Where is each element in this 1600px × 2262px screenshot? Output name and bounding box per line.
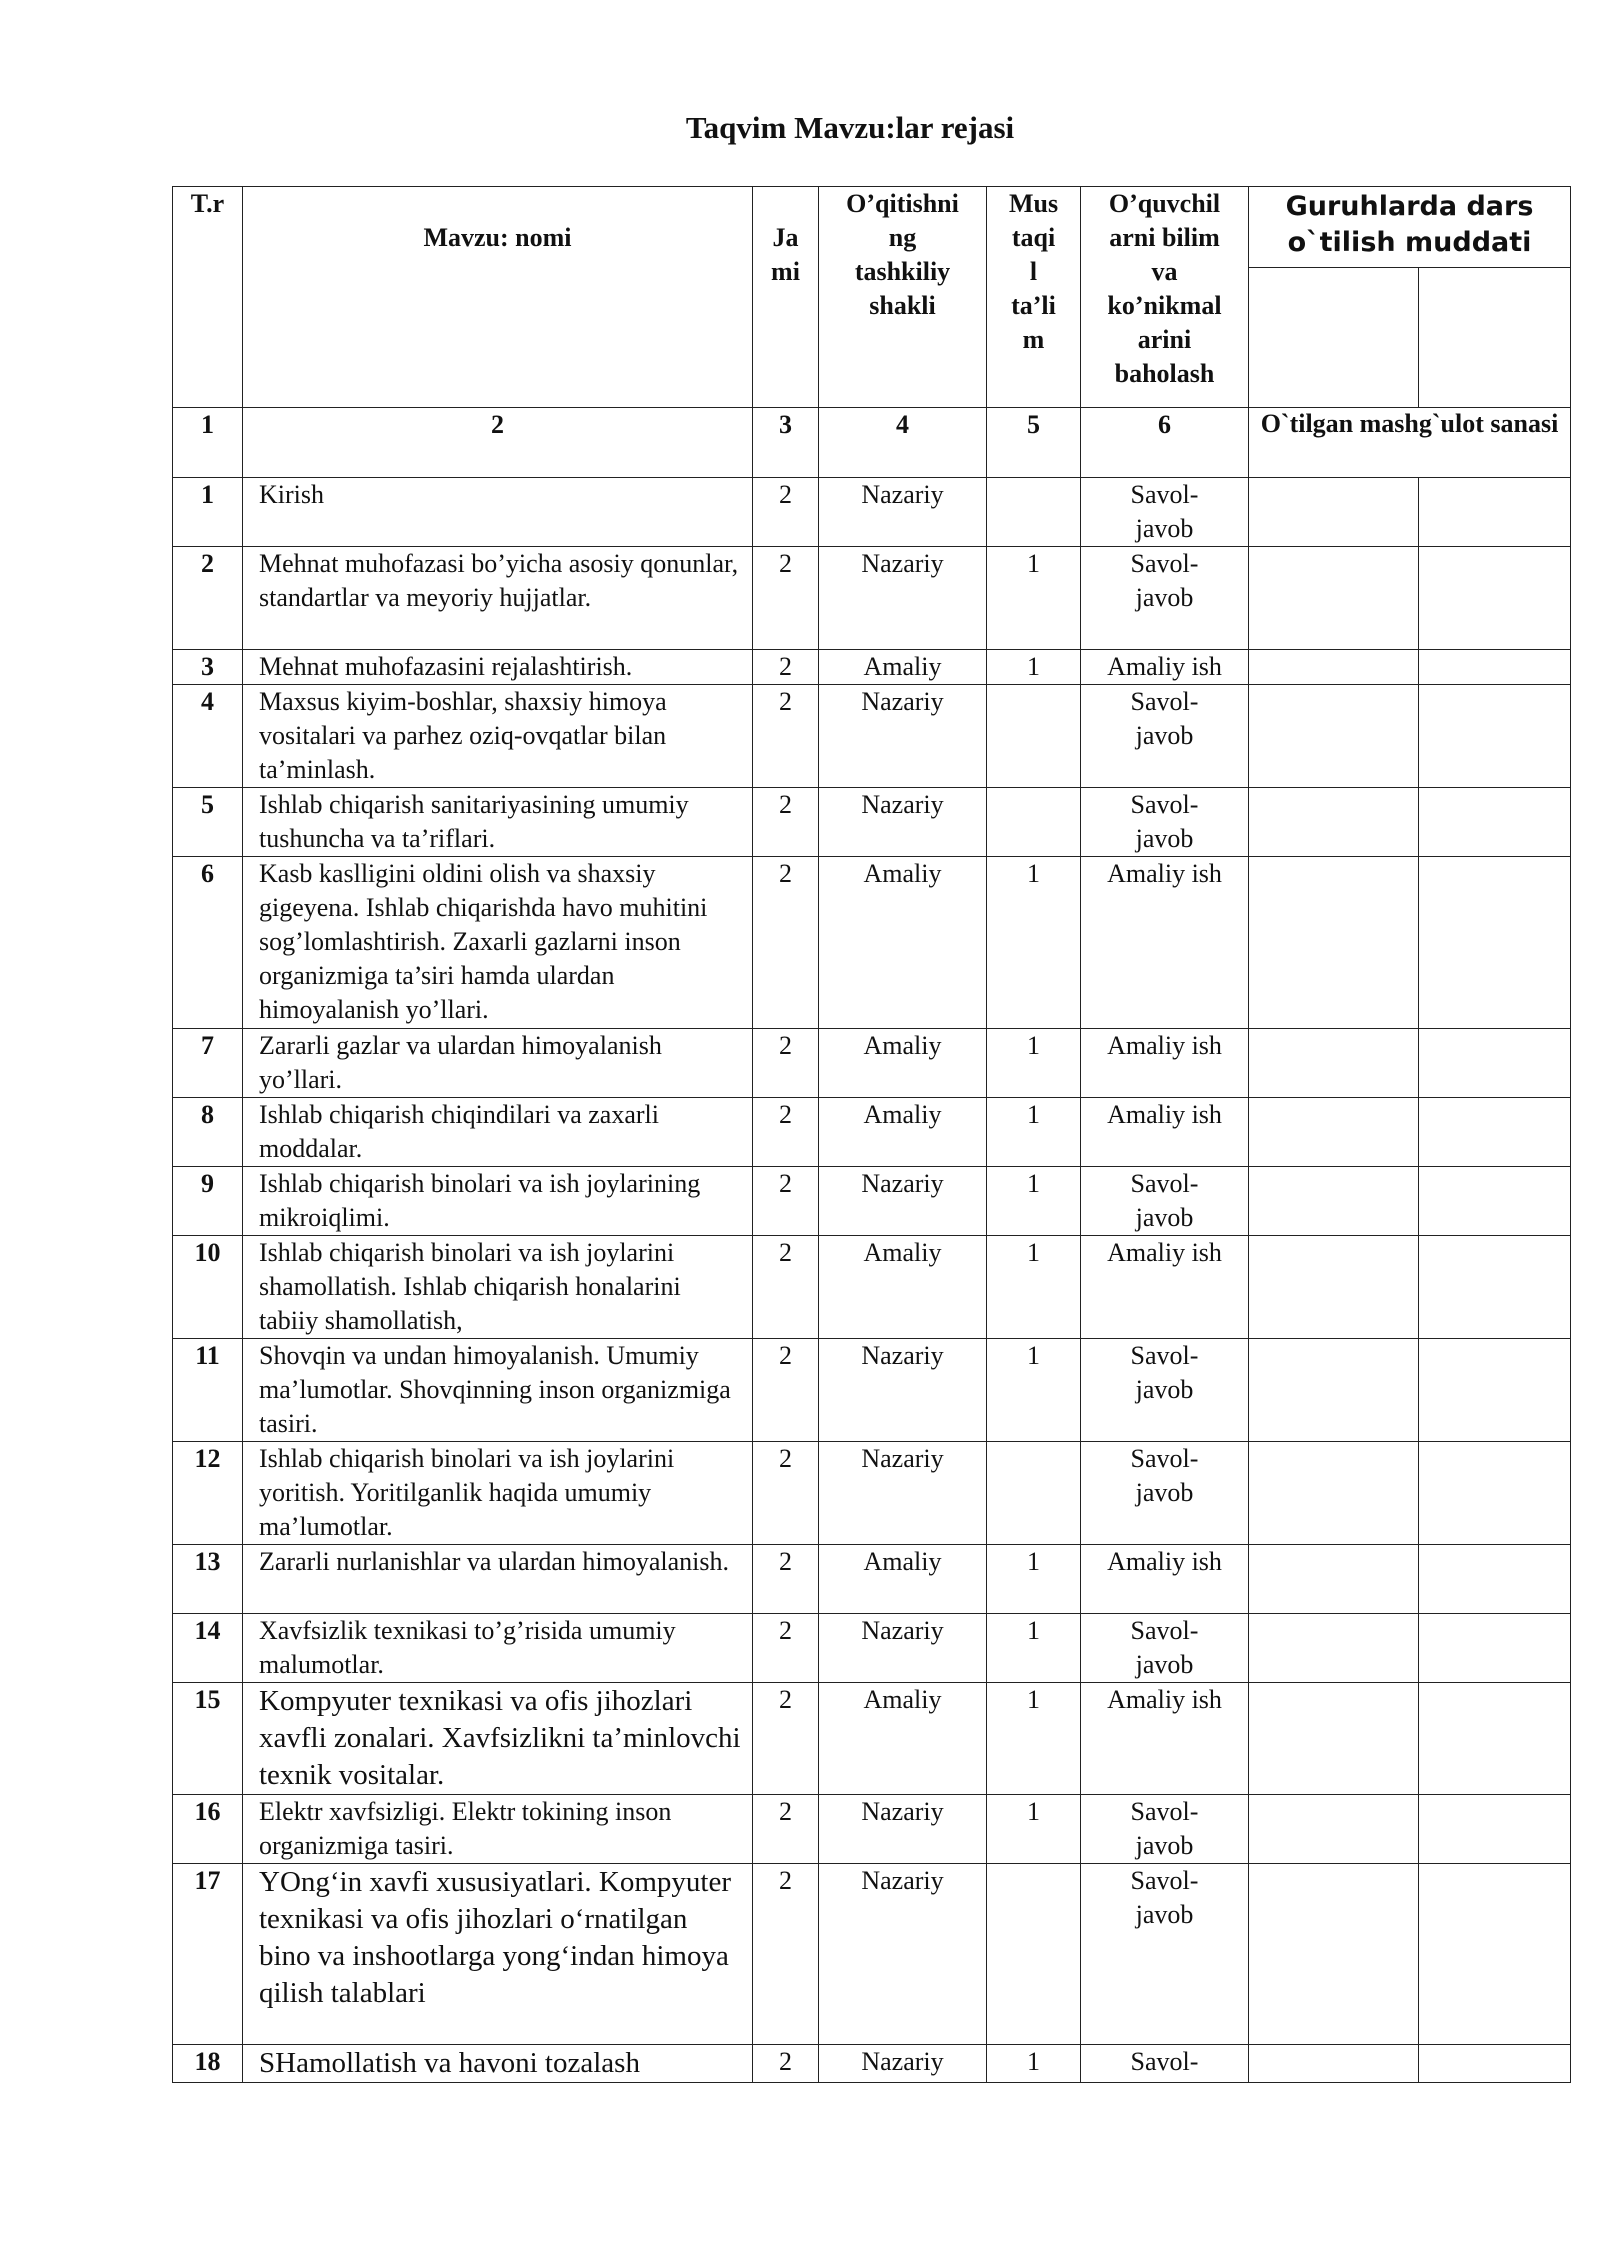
row-shakl: Amaliy [819, 1545, 987, 1614]
row-date-2 [1419, 685, 1571, 788]
row-shakl: Nazariy [819, 478, 987, 547]
row-date-1 [1249, 1683, 1419, 1795]
row-date-1 [1249, 650, 1419, 685]
row-baholash: Savol- javob [1081, 1795, 1249, 1864]
row-date-2 [1419, 2045, 1571, 2083]
row-date-2 [1419, 650, 1571, 685]
row-topic: Kompyuter texnikasi va ofis jihozlari xavfli zonalari. Xavfsizlikni ta’minlovchi texnik vositalar. [243, 1683, 753, 1795]
table-row [173, 788, 1571, 857]
row-date-1 [1249, 1339, 1419, 1442]
row-shakl: Nazariy [819, 1167, 987, 1236]
row-date-1 [1249, 478, 1419, 547]
row-baholash: Amaliy ish [1081, 1236, 1249, 1339]
row-baholash: Amaliy ish [1081, 1029, 1249, 1098]
row-shakl: Nazariy [819, 1864, 987, 2045]
row-date-2 [1419, 478, 1571, 547]
row-shakl: Amaliy [819, 1683, 987, 1795]
row-baholash: Savol- [1081, 2045, 1249, 2083]
table-row [173, 650, 1571, 685]
row-date-1 [1249, 788, 1419, 857]
table-row [173, 1029, 1571, 1098]
row-jami: 2 [753, 547, 819, 650]
row-number: 9 [173, 1167, 243, 1236]
row-topic: Shovqin va undan himoyalanish. Umumiy ma’lumotlar. Shovqinning inson organizmiga tasiri. [243, 1339, 753, 1442]
row-date-1 [1249, 1029, 1419, 1098]
row-jami: 2 [753, 1339, 819, 1442]
row-number: 16 [173, 1795, 243, 1864]
row-shakl: Nazariy [819, 685, 987, 788]
table-row [173, 478, 1571, 547]
row-number: 13 [173, 1545, 243, 1614]
row-date-1 [1249, 685, 1419, 788]
row-mustaqil: 1 [987, 857, 1081, 1029]
table-row [173, 1545, 1571, 1614]
row-number: 6 [173, 857, 243, 1029]
row-topic: Ishlab chiqarish binolari va ish joylarining mikroiqlimi. [243, 1167, 753, 1236]
header-group-cell-1 [1249, 268, 1419, 408]
table-row [173, 1098, 1571, 1167]
row-shakl: Nazariy [819, 547, 987, 650]
row-mustaqil: 1 [987, 1683, 1081, 1795]
plan-table-wrapper [172, 186, 1571, 2083]
row-date-2 [1419, 1614, 1571, 1683]
header-baholash: O’quvchil arni bilim va ko’nikmal arini baholash [1081, 187, 1249, 408]
row-date-2 [1419, 788, 1571, 857]
row-number: 11 [173, 1339, 243, 1442]
row-topic: YOng‘in xavfi xususiyatlari. Kompyuter texnikasi va ofis jihozlari o‘rnatilgan bino va inshootlarga yong‘indan himoya qilish talablari [243, 1864, 753, 2045]
row-mustaqil: 1 [987, 1614, 1081, 1683]
row-mustaqil: 1 [987, 1339, 1081, 1442]
row-mustaqil [987, 1864, 1081, 2045]
row-shakl: Nazariy [819, 2045, 987, 2083]
row-topic: Ishlab chiqarish binolari va ish joylarini shamollatish. Ishlab chiqarish honalarini tabiiy shamollatish, [243, 1236, 753, 1339]
row-mustaqil: 1 [987, 1795, 1081, 1864]
row-baholash: Savol- javob [1081, 788, 1249, 857]
row-mustaqil: 1 [987, 1098, 1081, 1167]
row-mustaqil: 1 [987, 547, 1081, 650]
table-row [173, 1795, 1571, 1864]
row-jami: 2 [753, 685, 819, 788]
row-jami: 2 [753, 1864, 819, 2045]
row-baholash: Savol- javob [1081, 547, 1249, 650]
row-baholash: Amaliy ish [1081, 1098, 1249, 1167]
table-row [173, 2045, 1571, 2083]
row-topic: Ishlab chiqarish sanitariyasining umumiy tushuncha va ta’riflari. [243, 788, 753, 857]
row-date-1 [1249, 2045, 1419, 2083]
colnum-3: 3 [753, 408, 819, 478]
row-date-1 [1249, 1614, 1419, 1683]
row-number: 8 [173, 1098, 243, 1167]
row-jami: 2 [753, 650, 819, 685]
row-date-2 [1419, 1795, 1571, 1864]
table-row [173, 685, 1571, 788]
row-date-2 [1419, 1167, 1571, 1236]
row-jami: 2 [753, 857, 819, 1029]
row-topic: SHamollatish va havoni tozalash [243, 2045, 753, 2083]
row-date-1 [1249, 547, 1419, 650]
row-mustaqil: 1 [987, 1545, 1081, 1614]
row-topic: Kasb kaslligini oldini olish va shaxsiy gigeyena. Ishlab chiqarishda havo muhitini sog’lomlashtirish. Zaxarli gazlarni inson organizmiga ta’siri hamda ulardan himoyalanish yo’llari. [243, 857, 753, 1029]
row-date-2 [1419, 547, 1571, 650]
row-number: 5 [173, 788, 243, 857]
document-title: Taqvim Mavzu:lar rejasi [685, 110, 1015, 145]
row-shakl: Amaliy [819, 857, 987, 1029]
row-jami: 2 [753, 1545, 819, 1614]
row-topic: Elektr xavfsizligi. Elektr tokining inson organizmiga tasiri. [243, 1795, 753, 1864]
row-mustaqil [987, 1442, 1081, 1545]
row-date-1 [1249, 1236, 1419, 1339]
row-baholash: Savol- javob [1081, 1442, 1249, 1545]
table-row [173, 1236, 1571, 1339]
header-tr: T.r [173, 187, 243, 408]
row-date-2 [1419, 1545, 1571, 1614]
row-topic: Ishlab chiqarish chiqindilari va zaxarli moddalar. [243, 1098, 753, 1167]
row-baholash: Savol- javob [1081, 1167, 1249, 1236]
header-jami: Ja mi [753, 187, 819, 408]
colnum-6: 6 [1081, 408, 1249, 478]
plan-table [172, 186, 1571, 2083]
colnum-5: 5 [987, 408, 1081, 478]
row-topic: Maxsus kiyim-boshlar, shaxsiy himoya vositalari va parhez oziq-ovqatlar bilan ta’minlash. [243, 685, 753, 788]
row-topic: Xavfsizlik texnikasi to’g’risida umumiy malumotlar. [243, 1614, 753, 1683]
table-row [173, 1339, 1571, 1442]
row-jami: 2 [753, 1098, 819, 1167]
row-number: 14 [173, 1614, 243, 1683]
row-shakl: Nazariy [819, 1442, 987, 1545]
row-mustaqil [987, 685, 1081, 788]
row-number: 4 [173, 685, 243, 788]
row-baholash: Savol- javob [1081, 478, 1249, 547]
row-date-2 [1419, 1339, 1571, 1442]
row-shakl: Nazariy [819, 1339, 987, 1442]
row-shakl: Amaliy [819, 1236, 987, 1339]
row-shakl: Nazariy [819, 788, 987, 857]
row-baholash: Amaliy ish [1081, 857, 1249, 1029]
row-jami: 2 [753, 1614, 819, 1683]
row-date-2 [1419, 857, 1571, 1029]
row-topic: Zararli gazlar va ulardan himoyalanish yo’llari. [243, 1029, 753, 1098]
row-date-2 [1419, 1683, 1571, 1795]
row-shakl: Amaliy [819, 1029, 987, 1098]
table-row [173, 1864, 1571, 2045]
row-number: 7 [173, 1029, 243, 1098]
row-jami: 2 [753, 1795, 819, 1864]
table-row [173, 857, 1571, 1029]
row-number: 17 [173, 1864, 243, 2045]
row-number: 1 [173, 478, 243, 547]
row-baholash: Amaliy ish [1081, 650, 1249, 685]
row-date-1 [1249, 1864, 1419, 2045]
colnum-sana: O`tilgan mashg`ulot sanasi [1249, 408, 1571, 478]
row-number: 12 [173, 1442, 243, 1545]
row-topic: Zararli nurlanishlar va ulardan himoyalanish. [243, 1545, 753, 1614]
row-baholash: Savol- javob [1081, 1614, 1249, 1683]
colnum-2: 2 [243, 408, 753, 478]
table-row [173, 1167, 1571, 1236]
row-shakl: Nazariy [819, 1614, 987, 1683]
row-date-1 [1249, 1167, 1419, 1236]
row-jami: 2 [753, 478, 819, 547]
row-date-2 [1419, 1029, 1571, 1098]
row-date-1 [1249, 1442, 1419, 1545]
row-shakl: Nazariy [819, 1795, 987, 1864]
header-mustaqil: Mus taqi l ta’li m [987, 187, 1081, 408]
row-mustaqil: 1 [987, 2045, 1081, 2083]
row-baholash: Savol- javob [1081, 1864, 1249, 2045]
row-jami: 2 [753, 1029, 819, 1098]
row-baholash: Amaliy ish [1081, 1545, 1249, 1614]
row-number: 3 [173, 650, 243, 685]
row-mustaqil: 1 [987, 1029, 1081, 1098]
row-baholash: Savol- javob [1081, 1339, 1249, 1442]
row-date-1 [1249, 1545, 1419, 1614]
header-guruhlar: Guruhlarda dars o`tilish muddati [1249, 187, 1571, 268]
column-number-row [173, 408, 1571, 478]
header-group-cell-2 [1419, 268, 1571, 408]
row-jami: 2 [753, 2045, 819, 2083]
table-row [173, 1683, 1571, 1795]
row-number: 15 [173, 1683, 243, 1795]
row-baholash: Amaliy ish [1081, 1683, 1249, 1795]
row-date-1 [1249, 1795, 1419, 1864]
row-jami: 2 [753, 1167, 819, 1236]
table-row [173, 1614, 1571, 1683]
row-date-2 [1419, 1442, 1571, 1545]
row-date-1 [1249, 1098, 1419, 1167]
row-mustaqil [987, 788, 1081, 857]
row-baholash: Savol- javob [1081, 685, 1249, 788]
row-mustaqil: 1 [987, 1167, 1081, 1236]
row-number: 10 [173, 1236, 243, 1339]
row-mustaqil [987, 478, 1081, 547]
table-row [173, 547, 1571, 650]
row-shakl: Amaliy [819, 650, 987, 685]
header-mavzu: Mavzu: nomi [243, 187, 753, 408]
header-shakl: O’qitishni ng tashkiliy shakli [819, 187, 987, 408]
row-jami: 2 [753, 1442, 819, 1545]
row-topic: Kirish [243, 478, 753, 547]
row-date-2 [1419, 1236, 1571, 1339]
header-row [173, 187, 1571, 268]
colnum-1: 1 [173, 408, 243, 478]
row-jami: 2 [753, 1236, 819, 1339]
row-number: 18 [173, 2045, 243, 2083]
row-jami: 2 [753, 1683, 819, 1795]
row-mustaqil: 1 [987, 1236, 1081, 1339]
row-jami: 2 [753, 788, 819, 857]
row-date-2 [1419, 1864, 1571, 2045]
row-topic: Mehnat muhofazasi bo’yicha asosiy qonunlar, standartlar va meyoriy hujjatlar. [243, 547, 753, 650]
row-shakl: Amaliy [819, 1098, 987, 1167]
row-date-1 [1249, 857, 1419, 1029]
row-topic: Ishlab chiqarish binolari va ish joylarini yoritish. Yoritilganlik haqida umumiy ma’lumotlar. [243, 1442, 753, 1545]
table-row [173, 1442, 1571, 1545]
row-number: 2 [173, 547, 243, 650]
row-date-2 [1419, 1098, 1571, 1167]
row-mustaqil: 1 [987, 650, 1081, 685]
colnum-4: 4 [819, 408, 987, 478]
row-topic: Mehnat muhofazasini rejalashtirish. [243, 650, 753, 685]
